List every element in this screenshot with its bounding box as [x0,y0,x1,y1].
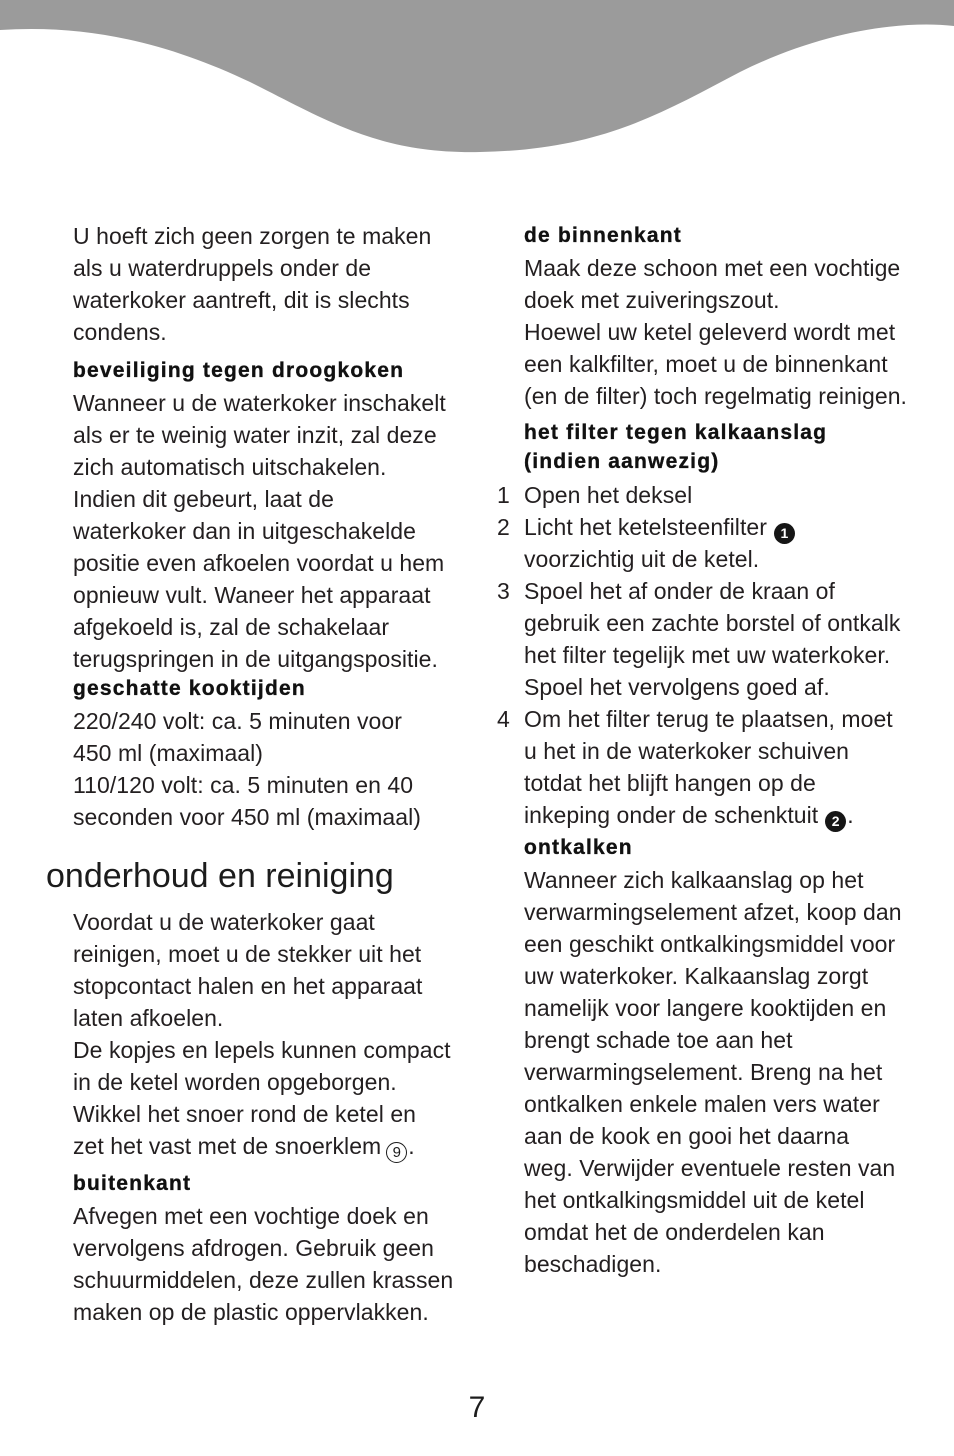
left-column [46,220,493,1328]
step-number: 4 [497,706,510,732]
body-line: beschadigen. [524,1251,662,1277]
step-line: het filter tegelijk met uw waterkoker. [524,642,891,668]
body-line: een geschikt ontkalkingsmiddel voor [524,931,896,957]
body-line: zich automatisch uitschakelen. [73,454,387,480]
body-line: Wikkel het snoer rond de ketel en [73,1101,416,1127]
right-column [497,220,944,1280]
body-line: waterkoker aantreft, dit is slechts [73,287,410,313]
section-heading: beveiliging tegen droogkoken [73,359,405,382]
step-line [524,799,944,831]
body-line: condens. [73,319,167,345]
body-line: aan de kook en gooi het daarna [524,1123,850,1149]
figure-reference-badge: 1 [774,523,795,544]
body-line: (en de filter) toch regelmatig reinigen. [524,383,907,409]
body-line: namelijk voor langere kooktijden en [524,995,887,1021]
body-line: ontkalken enkele malen vers water [524,1091,880,1117]
body-line: maken op de plastic oppervlakken. [73,1299,429,1325]
boiling-times-section [73,673,493,833]
body-text: zet het vast met de snoerklem [73,1133,382,1159]
numbered-steps [497,479,944,831]
cord-clip-line [73,1130,493,1162]
section-heading: buitenkant [73,1172,192,1195]
body-line: U hoeft zich geen zorgen te maken [73,223,432,249]
body-line: schuurmiddelen, deze zullen krassen [73,1267,454,1293]
punctuation: . [408,1133,415,1159]
body-line: afgekoeld is, zal de schakelaar [73,614,390,640]
body-line: als er te weinig water inzit, zal deze [73,422,437,448]
step-line: gebruik een zachte borstel of ontkalk [524,610,901,636]
step-line: Open het deksel [524,482,693,508]
descaling-section [524,832,944,1280]
section-heading: (indien aanwezig) [524,450,720,473]
body-text: inkeping onder de schenktuit [524,802,819,828]
body-line: weg. Verwijder eventuele resten van [524,1155,896,1181]
section-heading: geschatte kooktijden [73,677,306,700]
page-section-title: onderhoud en reiniging [46,857,394,895]
body-line: Voordat u de waterkoker gaat [73,909,375,935]
section-heading: het filter tegen kalkaanslag [524,421,828,444]
header-wave-shape [0,0,954,152]
step-line: Spoel het af onder de kraan of [524,578,835,604]
figure-reference-badge: 2 [825,811,846,832]
body-line: verwarmingselement afzet, koop dan [524,899,902,925]
body-line: seconden voor 450 ml (maximaal) [73,804,421,830]
body-line: Hoewel uw ketel geleverd wordt met [524,319,896,345]
body-line: stopcontact halen en het apparaat [73,973,423,999]
body-line: reinigen, moet u de stekker uit het [73,941,422,967]
body-line: een kalkfilter, moet u de binnenkant [524,351,888,377]
body-line: De kopjes en lepels kunnen compact [73,1037,451,1063]
step-line: u het in de waterkoker schuiven [524,738,850,764]
outside-section [73,1168,493,1328]
body-line: laten afkoelen. [73,1005,224,1031]
section-heading: de binnenkant [524,224,682,247]
body-line: in de ketel worden opgeborgen. [73,1069,397,1095]
body-line: het ontkalkingsmiddel uit de ketel [524,1187,865,1213]
body-line: positie even afkoelen voordat u hem [73,550,445,576]
body-line: waterkoker dan in uitgeschakelde [73,518,416,544]
body-line: brengt schade toe aan het [524,1027,793,1053]
boil-dry-section [73,355,493,675]
body-line: 110/120 volt: ca. 5 minuten en 40 [73,772,414,798]
punctuation: . [847,802,854,828]
body-line: als u waterdruppels onder de [73,255,372,281]
step-line: Spoel het vervolgens goed af. [524,674,830,700]
body-line: Wanneer zich kalkaanslag op het [524,867,864,893]
step-line: Om het filter terug te plaatsen, moet [524,706,893,732]
section-heading: ontkalken [524,836,633,859]
inside-section [524,220,944,412]
step-3 [497,575,944,703]
body-line: omdat het de onderdelen kan [524,1219,825,1245]
body-line: Indien dit gebeurt, laat de [73,486,334,512]
care-section [46,856,493,1162]
step-number: 2 [497,514,510,540]
body-line: Afvegen met een vochtige doek en [73,1203,429,1229]
body-line: Maak deze schoon met een vochtige [524,255,901,281]
step-number: 1 [497,482,510,508]
body-line: doek met zuiveringszout. [524,287,780,313]
step-line: totdat het blijft hangen op de [524,770,816,796]
body-line: verwarmingselement. Breng na het [524,1059,883,1085]
page-number: 7 [468,1391,486,1424]
body-line: uw waterkoker. Kalkaanslag zorgt [524,963,869,989]
step-number: 3 [497,578,510,604]
step-2 [497,511,944,575]
body-text: Licht het ketelsteenfilter [524,514,767,540]
step-1 [497,479,944,511]
header-wave [0,0,954,160]
step-4 [497,703,944,831]
step-line: voorzichtig uit de ketel. [524,546,760,572]
body-line: terugspringen in de uitgangspositie. [73,646,438,672]
limescale-filter-section [497,418,944,831]
figure-reference-badge: 9 [386,1142,407,1163]
body-line: 220/240 volt: ca. 5 minuten voor [73,708,402,734]
intro-paragraph [73,220,493,348]
body-line: Wanneer u de waterkoker inschakelt [73,390,446,416]
step-line [524,511,944,543]
body-line: opnieuw vult. Waneer het apparaat [73,582,431,608]
body-line: vervolgens afdrogen. Gebruik geen [73,1235,434,1261]
body-line: 450 ml (maximaal) [73,740,264,766]
